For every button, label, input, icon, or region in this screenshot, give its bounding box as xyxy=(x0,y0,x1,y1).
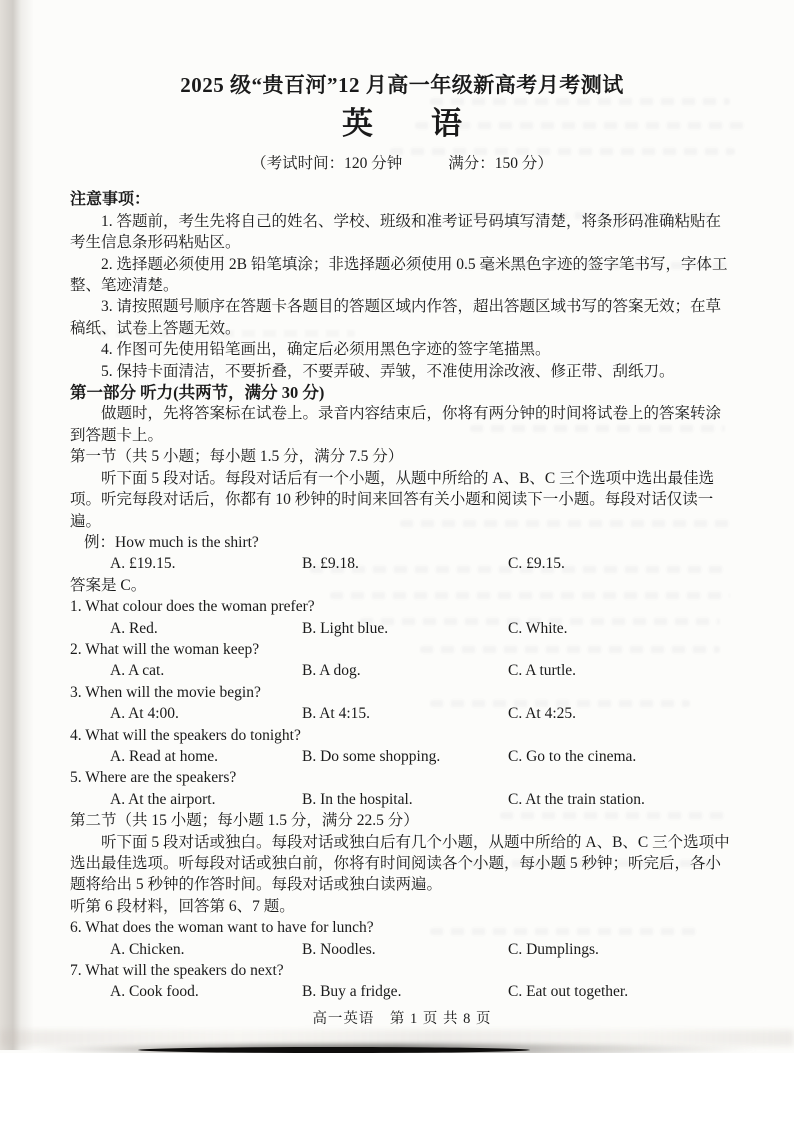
page-content xyxy=(70,72,734,1030)
subject-char-1: 英 xyxy=(342,106,373,141)
example-answer: 答案是 C。 xyxy=(70,576,147,594)
subject-char-2: 语 xyxy=(431,106,462,141)
notice-item: 3. 请按照题号顺序在答题卡各题目的答题区域内作答，超出答题区域书写的答案无效；在草稿纸、试卷上答题无效。 xyxy=(70,298,722,337)
option-a: A. At 4:00. xyxy=(110,705,179,723)
question-text: 7. What will the speakers do next? xyxy=(70,962,284,980)
question-text: 5. Where are the speakers? xyxy=(70,769,237,787)
option-b: B. In the hospital. xyxy=(302,790,413,808)
question-options xyxy=(70,939,734,960)
part1-intro: 做题时，先将答案标在试卷上。录音内容结束后，你将有两分钟的时间将试卷上的答案转涂到答题卡上。 xyxy=(70,405,722,444)
section2-heading: 第二节（共 15 小题；每小题 1.5 分，满分 22.5 分） xyxy=(70,812,419,830)
question-text: 3. When will the movie begin? xyxy=(70,683,261,701)
section1-instructions: 听下面 5 段对话。每段对话后有一个小题，从题中所给的 A、B、C 三个选项中选出最佳选项。听完每段对话后，你都有 10 秒钟的时间来回答有关小题和阅读下一小题。每段对话仅读一遍。 xyxy=(70,469,715,530)
exam-score: 满分：150 分） xyxy=(448,155,553,172)
option-c: C. A turtle. xyxy=(508,662,577,680)
question-options xyxy=(70,703,734,724)
notice-item: 1. 答题前，考生先将自己的姓名、学校、班级和准考证号码填写清楚，将条形码准确粘贴在考生信息条形码粘贴区。 xyxy=(70,212,722,252)
option-c: C. At 4:25. xyxy=(508,705,577,723)
question-text: 2. What will the woman keep? xyxy=(70,640,260,658)
option-a: A. At the airport. xyxy=(110,790,216,808)
question-text: 6. What does the woman want to have for lunch? xyxy=(70,919,374,937)
section1-heading: 第一节（共 5 小题；每小题 1.5 分，满分 7.5 分） xyxy=(70,448,404,466)
question-block xyxy=(70,682,734,725)
question-block xyxy=(70,917,734,960)
option-a: A. Red. xyxy=(110,619,158,637)
option-a: A. Cook food. xyxy=(110,983,199,1001)
part1-heading: 第一部分 听力(共两节，满分 30 分) xyxy=(70,383,325,403)
section2-instructions: 听下面 5 段对话或独白。每段对话或独白后有几个小题，从题中所给的 A、B、C 三个选项中选出最佳选项。听每段对话或独白前，你将有时间阅读各个小题，每小题 5 秒钟；听完后，各小题将给出 5 秒钟的作答时间。每段对话或独白读两遍。 xyxy=(70,833,730,894)
example-question xyxy=(70,532,734,553)
option-b: B. Noodles. xyxy=(302,940,376,958)
page-footer: 高一英语 第 1 页 共 8 页 xyxy=(312,1010,492,1027)
question-block xyxy=(70,960,734,1003)
exam-time: （考试时间：120 分钟 xyxy=(251,155,403,172)
notice-heading: 注意事项： xyxy=(70,191,151,209)
option-c: C. White. xyxy=(508,619,568,637)
example-text: How much is the shirt? xyxy=(115,533,259,551)
question-block xyxy=(70,639,734,682)
question-text: 4. What will the speakers do tonight? xyxy=(70,726,301,744)
exam-title: 2025 级“贵百河”12 月高一年级新高考月考测试 xyxy=(180,73,624,97)
option-b: B. Buy a fridge. xyxy=(302,983,402,1001)
notice-item: 4. 作图可先使用铅笔画出，确定后必须用黑色字迹的签字笔描黑。 xyxy=(101,341,551,359)
option-c: C. At the train station. xyxy=(508,790,645,808)
option-b: B. £9.18. xyxy=(302,555,359,573)
option-b: B. Do some shopping. xyxy=(302,747,441,765)
option-a: A. Read at home. xyxy=(110,747,219,765)
question-block xyxy=(70,725,734,768)
option-c: C. Go to the cinema. xyxy=(508,747,637,765)
question-block xyxy=(70,596,734,639)
question-options xyxy=(70,660,734,681)
notice-item: 5. 保持卡面清洁，不要折叠，不要弄破、弄皱，不准使用涂改液、修正带、刮纸刀。 xyxy=(101,362,675,380)
option-c: C. £9.15. xyxy=(508,555,565,573)
question-text: 1. What colour does the woman prefer? xyxy=(70,598,315,616)
notice-item: 2. 选择题必须使用 2B 铅笔填涂；非选择题必须使用 0.5 毫米黑色字迹的签字笔书写，字体工整、笔迹清楚。 xyxy=(70,255,728,295)
exam-info xyxy=(70,153,734,174)
question-options xyxy=(70,746,734,767)
scanner-background xyxy=(0,1053,794,1123)
option-a: A. £19.15. xyxy=(110,555,176,573)
question-block xyxy=(70,767,734,810)
question-options xyxy=(70,789,734,810)
option-a: A. A cat. xyxy=(110,662,165,680)
question-options xyxy=(70,618,734,639)
option-b: B. At 4:15. xyxy=(302,705,371,723)
option-b: B. A dog. xyxy=(302,662,361,680)
question-options xyxy=(70,981,734,1002)
example-options xyxy=(70,553,734,574)
option-b: B. Light blue. xyxy=(302,619,389,637)
option-a: A. Chicken. xyxy=(110,940,185,958)
subject-title xyxy=(70,105,734,143)
option-c: C. Eat out together. xyxy=(508,983,629,1001)
scan-edge-shadow xyxy=(0,0,34,1050)
example-label: 例： xyxy=(84,533,116,551)
material-6-intro: 听第 6 段材料，回答第 6、7 题。 xyxy=(70,897,295,915)
option-c: C. Dumplings. xyxy=(508,940,599,958)
